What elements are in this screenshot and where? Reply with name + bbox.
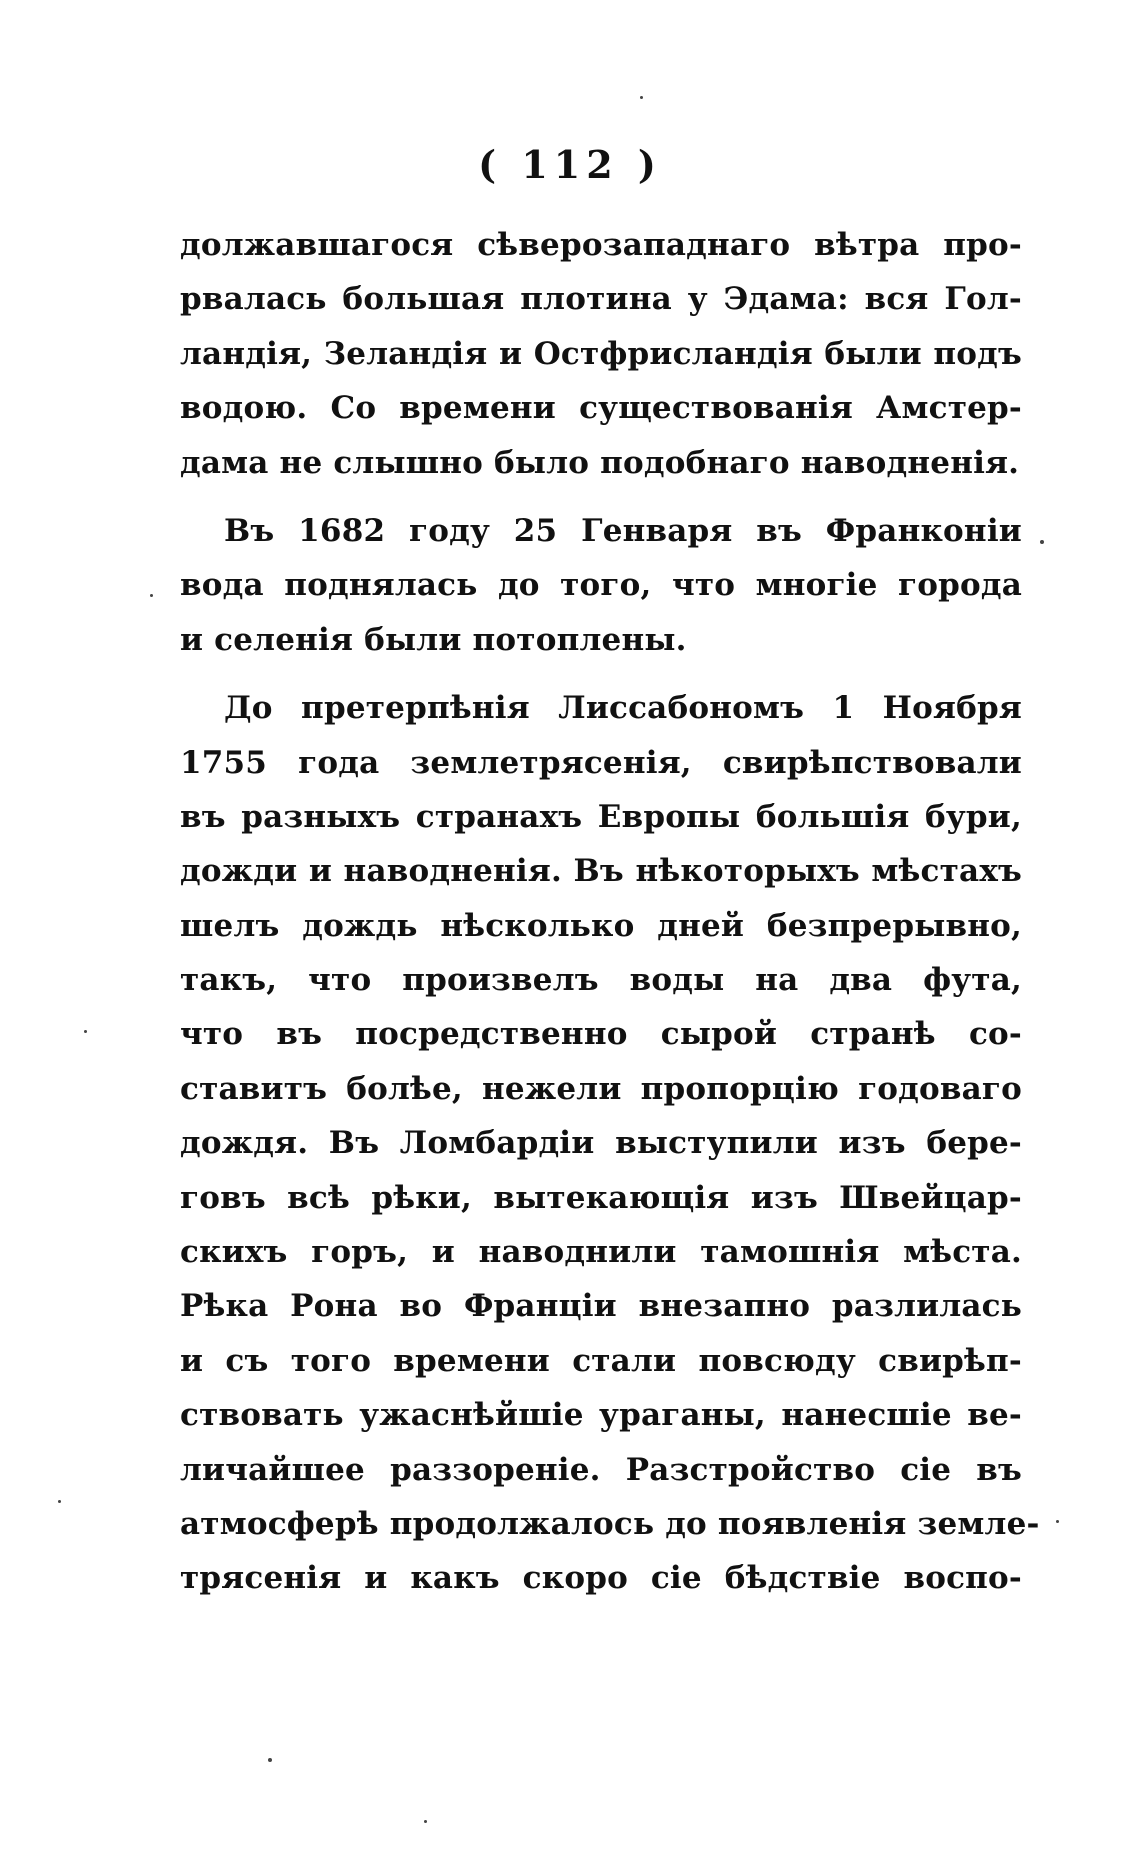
text-line: и съ того времени стали повсюду свирѣп-	[180, 1342, 1022, 1379]
text-line: ландія, Зеландія и Остфрисландія были подъ	[180, 335, 1022, 372]
text-line: такъ, что произвелъ воды на два фута,	[180, 962, 1022, 999]
page-body-text	[180, 218, 1040, 1606]
text-line: скихъ горъ, и наводнили тамошнія мѣста.	[180, 1234, 1022, 1271]
text-line: ствовать ужаснѣйшіе ураганы, нанесшіе ве-	[180, 1397, 1022, 1434]
scan-speck	[58, 1500, 61, 1503]
text-line: водою. Со времени существованія Амстер-	[180, 390, 1022, 427]
paragraph-1	[180, 218, 1022, 490]
text-line: До претерпѣнія Лиссабономъ 1 Ноября	[224, 690, 1022, 727]
text-line: Рѣка Рона во Франціи внезапно разлилась	[180, 1288, 1022, 1325]
scan-speck	[268, 1758, 272, 1762]
scan-speck	[1056, 1520, 1059, 1523]
text-line: и селенія были потоплены.	[180, 621, 687, 658]
text-line: дама не слышно было подобнаго наводненія.	[180, 444, 1020, 481]
text-line: атмосферѣ продолжалось до появленія земле-	[180, 1505, 1040, 1542]
scan-speck	[84, 1030, 87, 1033]
scan-speck	[640, 96, 643, 99]
text-line: шелъ дождь нѣсколько дней безпрерывно,	[180, 907, 1022, 944]
text-line: вода поднялась до того, что многіе города	[180, 567, 1022, 604]
text-line: дожди и наводненія. Въ нѣкоторыхъ мѣстахъ	[180, 853, 1022, 890]
text-line: въ разныхъ странахъ Европы большія бури,	[180, 798, 1022, 835]
text-line: что въ посредственно сырой странѣ со-	[180, 1016, 1022, 1053]
paragraph-2	[180, 504, 1022, 667]
paragraph-3	[180, 681, 1040, 1606]
scan-speck	[424, 1820, 427, 1823]
text-line: должавшагося сѣверозападнаго вѣтра про-	[180, 227, 1022, 263]
text-line: рвалась большая плотина у Эдама: вся Гол-	[180, 281, 1022, 318]
page-number: ( 112 )	[478, 142, 662, 187]
scan-speck	[150, 594, 153, 597]
scan-speck	[1040, 540, 1044, 544]
text-line: дождя. Въ Ломбардіи выступили изъ бере-	[180, 1125, 1022, 1162]
text-line: личайшее раззореніе. Разстройство сіе въ	[180, 1451, 1022, 1488]
text-line: Въ 1682 году 25 Генваря въ Франконіи	[224, 512, 1022, 549]
text-line: 1755 года землетрясенія, свирѣпствовали	[180, 744, 1022, 781]
text-line: ставитъ болѣе, нежели пропорцію годоваго	[180, 1070, 1022, 1107]
text-line: трясенія и какъ скоро сіе бѣдствіе воспо-	[180, 1560, 1022, 1597]
text-line: говъ всѣ рѣки, вытекающія изъ Швейцар-	[180, 1179, 1022, 1216]
